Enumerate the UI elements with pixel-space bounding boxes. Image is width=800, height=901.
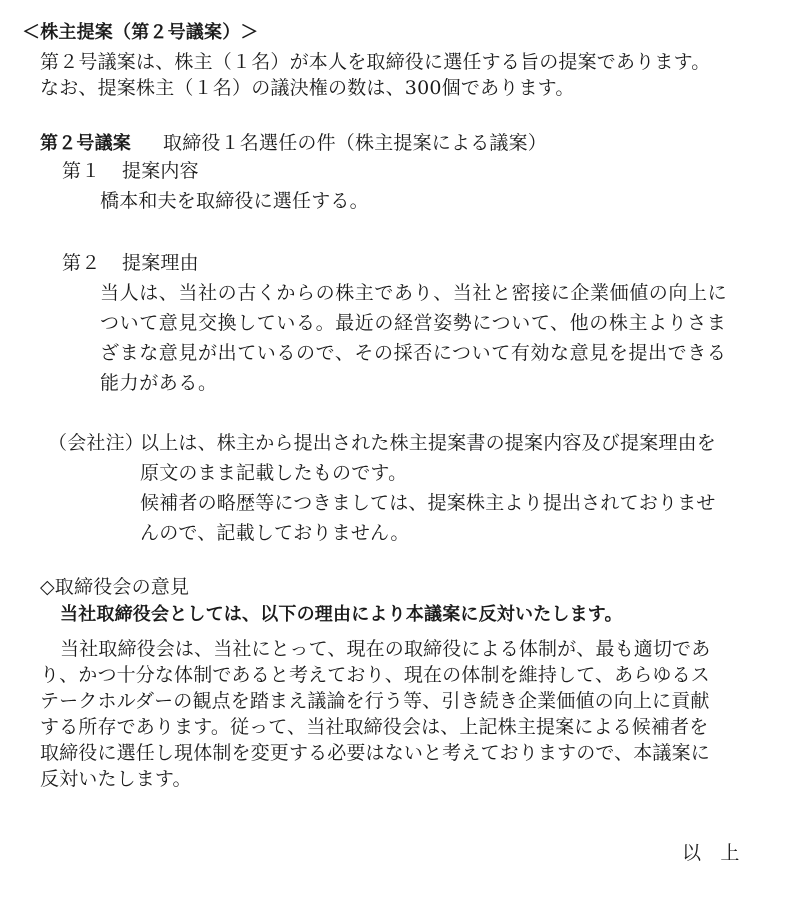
section2-label: 第２	[62, 252, 101, 274]
section2-title: 提案理由	[122, 252, 199, 274]
company-note-line: 原文のまま記載したものです。	[140, 462, 408, 484]
section1-title: 提案内容	[122, 160, 199, 182]
intro-line-1: 第２号議案は、株主（１名）が本人を取締役に選任する旨の提案であります。	[40, 51, 711, 73]
company-note-label: （会社注）	[48, 432, 145, 454]
board-opinion-heading: ◇取締役会の意見	[40, 576, 190, 598]
board-opinion-body-line: 当社取締役会は、当社にとって、現在の取締役による体制が、最も適切であ	[60, 638, 711, 660]
proposal-title: ＜株主提案（第２号議案）＞	[22, 22, 259, 43]
proposal-heading-label: 第２号議案	[40, 133, 131, 154]
company-note-line: んので、記載しておりません。	[140, 522, 410, 544]
board-opinion-body-line: テークホルダーの観点を踏まえ議論を行う等、引き続き企業価値の向上に貢献	[40, 690, 710, 712]
board-opinion-body-line: り、かつ十分な体制であると考えており、現在の体制を維持して、あらゆるス	[40, 664, 710, 686]
section2-body-line: ついて意見交換している。最近の経営姿勢について、他の株主よりさま	[100, 312, 727, 334]
section2-body-line: ざまな意見が出ているので、その採否について有効な意見を提出できる	[100, 342, 727, 364]
section1-body: 橋本和夫を取締役に選任する。	[100, 190, 369, 212]
board-opinion-body-line: 反対いたします。	[40, 768, 192, 790]
board-opinion-statement: 当社取締役会としては、以下の理由により本議案に反対いたします。	[60, 604, 623, 625]
board-opinion-body-line: 取締役に選任し現体制を変更する必要はないと考えておりますので、本議案に	[40, 742, 710, 764]
company-note-line: 候補者の略歴等につきましては、提案株主より提出されておりませ	[140, 492, 716, 514]
closing-mark: 以 上	[682, 842, 740, 864]
board-opinion-body-line: する所存であります。従って、当社取締役会は、上記株主提案による候補者を	[40, 716, 709, 738]
intro-line-2: なお、提案株主（１名）の議決権の数は、300個であります。	[40, 77, 575, 99]
section1-label: 第１	[62, 160, 101, 182]
company-note-line: 以上は、株主から提出された株主提案書の提案内容及び提案理由を	[140, 432, 717, 454]
section2-body-line: 当人は、当社の古くからの株主であり、当社と密接に企業価値の向上に	[100, 282, 728, 304]
section2-body-line: 能力がある。	[100, 372, 218, 394]
proposal-heading-text: 取締役１名選任の件（株主提案による議案）	[163, 132, 548, 154]
